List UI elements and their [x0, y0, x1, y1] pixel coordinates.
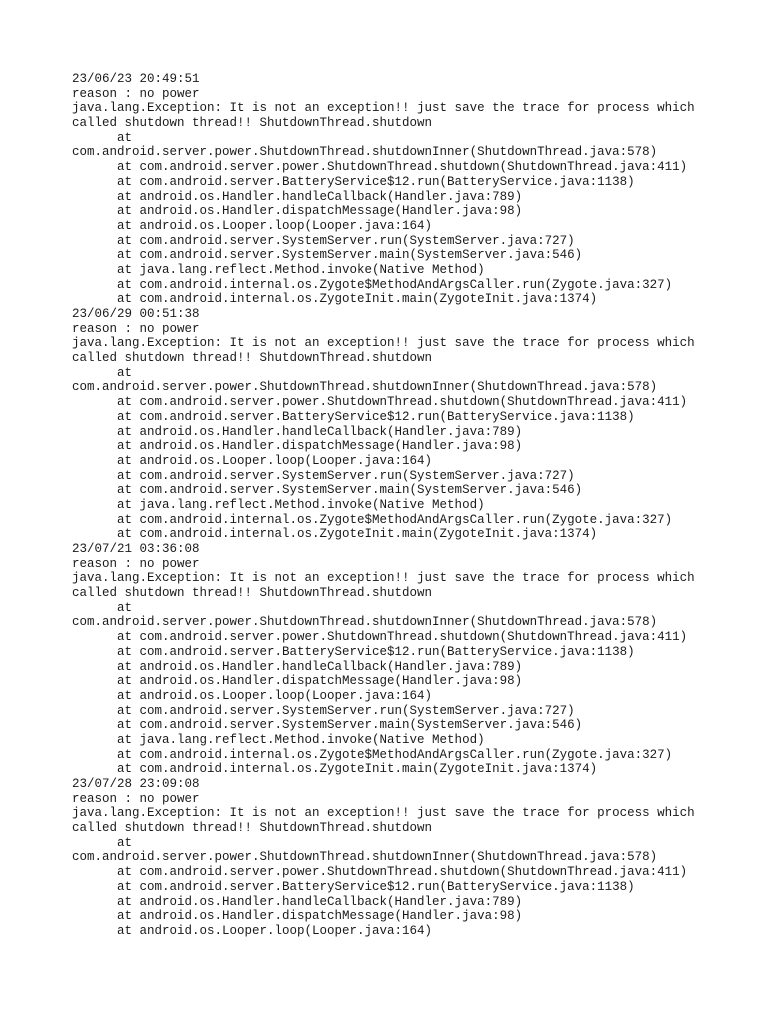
log-reason: reason : no power	[72, 86, 200, 101]
stack-frame: at com.android.server.SystemServer.main(SystemServer.java:546)	[72, 718, 583, 733]
stack-frame: at com.android.server.power.ShutdownThread.shutdown(ShutdownThread.java:411)	[72, 865, 688, 880]
stack-frame: at android.os.Looper.loop(Looper.java:164)	[72, 923, 433, 938]
stack-frame: at com.android.internal.os.Zygote$MethodAndArgsCaller.run(Zygote.java:327)	[72, 747, 673, 762]
log-entry	[72, 777, 712, 939]
stack-frame: com.android.server.power.ShutdownThread.shutdownInner(ShutdownThread.java:578)	[72, 850, 658, 865]
stack-frame: at com.android.server.SystemServer.run(SystemServer.java:727)	[72, 468, 575, 483]
stack-frame: at com.android.server.SystemServer.run(SystemServer.java:727)	[72, 233, 575, 248]
stack-frame: at java.lang.reflect.Method.invoke(Native Method)	[72, 497, 485, 512]
log-reason: reason : no power	[72, 791, 200, 806]
stack-frame: at com.android.server.power.ShutdownThread.shutdown(ShutdownThread.java:411)	[72, 395, 688, 410]
stack-frame: at android.os.Handler.handleCallback(Handler.java:789)	[72, 424, 523, 439]
stack-frame: at android.os.Handler.dispatchMessage(Handler.java:98)	[72, 674, 523, 689]
exception-message-line: java.lang.Exception: It is not an exception!! just save the trace for process which	[72, 336, 695, 351]
log-entry	[72, 307, 712, 542]
stack-frame: at android.os.Looper.loop(Looper.java:164)	[72, 688, 433, 703]
stack-frame: at com.android.internal.os.ZygoteInit.main(ZygoteInit.java:1374)	[72, 527, 598, 542]
log-timestamp: 23/06/23 20:49:51	[72, 72, 200, 86]
stack-frame: at android.os.Handler.dispatchMessage(Handler.java:98)	[72, 909, 523, 924]
stack-frame: at com.android.server.SystemServer.run(SystemServer.java:727)	[72, 703, 575, 718]
exception-message-line: called shutdown thread!! ShutdownThread.shutdown	[72, 586, 433, 601]
exception-message-line: called shutdown thread!! ShutdownThread.shutdown	[72, 116, 433, 131]
exception-message-line: called shutdown thread!! ShutdownThread.shutdown	[72, 821, 433, 836]
exception-message-line: java.lang.Exception: It is not an exception!! just save the trace for process which	[72, 806, 695, 821]
stack-frame: at com.android.server.SystemServer.main(SystemServer.java:546)	[72, 248, 583, 263]
stack-frame-at: at	[72, 365, 133, 380]
stack-frame: at android.os.Handler.dispatchMessage(Handler.java:98)	[72, 439, 523, 454]
stack-frame: at android.os.Handler.handleCallback(Handler.java:789)	[72, 894, 523, 909]
stack-frame: com.android.server.power.ShutdownThread.shutdownInner(ShutdownThread.java:578)	[72, 615, 658, 630]
stack-frame-at: at	[72, 130, 133, 145]
stack-frame: at android.os.Looper.loop(Looper.java:164)	[72, 453, 433, 468]
stack-frame: at com.android.internal.os.Zygote$MethodAndArgsCaller.run(Zygote.java:327)	[72, 512, 673, 527]
stack-frame: at com.android.server.BatteryService$12.run(BatteryService.java:1138)	[72, 174, 635, 189]
stack-frame: at android.os.Looper.loop(Looper.java:164)	[72, 218, 433, 233]
exception-message-line: java.lang.Exception: It is not an exception!! just save the trace for process which	[72, 101, 695, 116]
stack-frame: at com.android.server.power.ShutdownThread.shutdown(ShutdownThread.java:411)	[72, 160, 688, 175]
stack-frame: com.android.server.power.ShutdownThread.shutdownInner(ShutdownThread.java:578)	[72, 145, 658, 160]
log-timestamp: 23/06/29 00:51:38	[72, 307, 200, 321]
stack-frame-at: at	[72, 835, 133, 850]
log-entry	[72, 72, 712, 307]
stack-frame: at com.android.server.BatteryService$12.run(BatteryService.java:1138)	[72, 409, 635, 424]
stack-frame: at com.android.server.power.ShutdownThread.shutdown(ShutdownThread.java:411)	[72, 630, 688, 645]
log-entry	[72, 542, 712, 777]
log-timestamp: 23/07/21 03:36:08	[72, 542, 200, 556]
stack-frame: at com.android.server.BatteryService$12.run(BatteryService.java:1138)	[72, 644, 635, 659]
stack-frame-at: at	[72, 600, 133, 615]
stack-frame: at android.os.Handler.handleCallback(Handler.java:789)	[72, 659, 523, 674]
exception-message-line: called shutdown thread!! ShutdownThread.shutdown	[72, 351, 433, 366]
log-timestamp: 23/07/28 23:09:08	[72, 777, 200, 791]
stack-frame: at android.os.Handler.handleCallback(Handler.java:789)	[72, 189, 523, 204]
log-document	[72, 72, 712, 939]
stack-frame: at java.lang.reflect.Method.invoke(Native Method)	[72, 262, 485, 277]
stack-frame: at com.android.server.SystemServer.main(SystemServer.java:546)	[72, 483, 583, 498]
stack-frame: at com.android.server.BatteryService$12.run(BatteryService.java:1138)	[72, 879, 635, 894]
log-reason: reason : no power	[72, 321, 200, 336]
stack-frame: at com.android.internal.os.Zygote$MethodAndArgsCaller.run(Zygote.java:327)	[72, 277, 673, 292]
stack-frame: at com.android.internal.os.ZygoteInit.main(ZygoteInit.java:1374)	[72, 762, 598, 777]
stack-frame: at android.os.Handler.dispatchMessage(Handler.java:98)	[72, 204, 523, 219]
stack-frame: at com.android.internal.os.ZygoteInit.main(ZygoteInit.java:1374)	[72, 292, 598, 307]
log-reason: reason : no power	[72, 556, 200, 571]
exception-message-line: java.lang.Exception: It is not an exception!! just save the trace for process which	[72, 571, 695, 586]
stack-frame: com.android.server.power.ShutdownThread.shutdownInner(ShutdownThread.java:578)	[72, 380, 658, 395]
stack-frame: at java.lang.reflect.Method.invoke(Native Method)	[72, 732, 485, 747]
